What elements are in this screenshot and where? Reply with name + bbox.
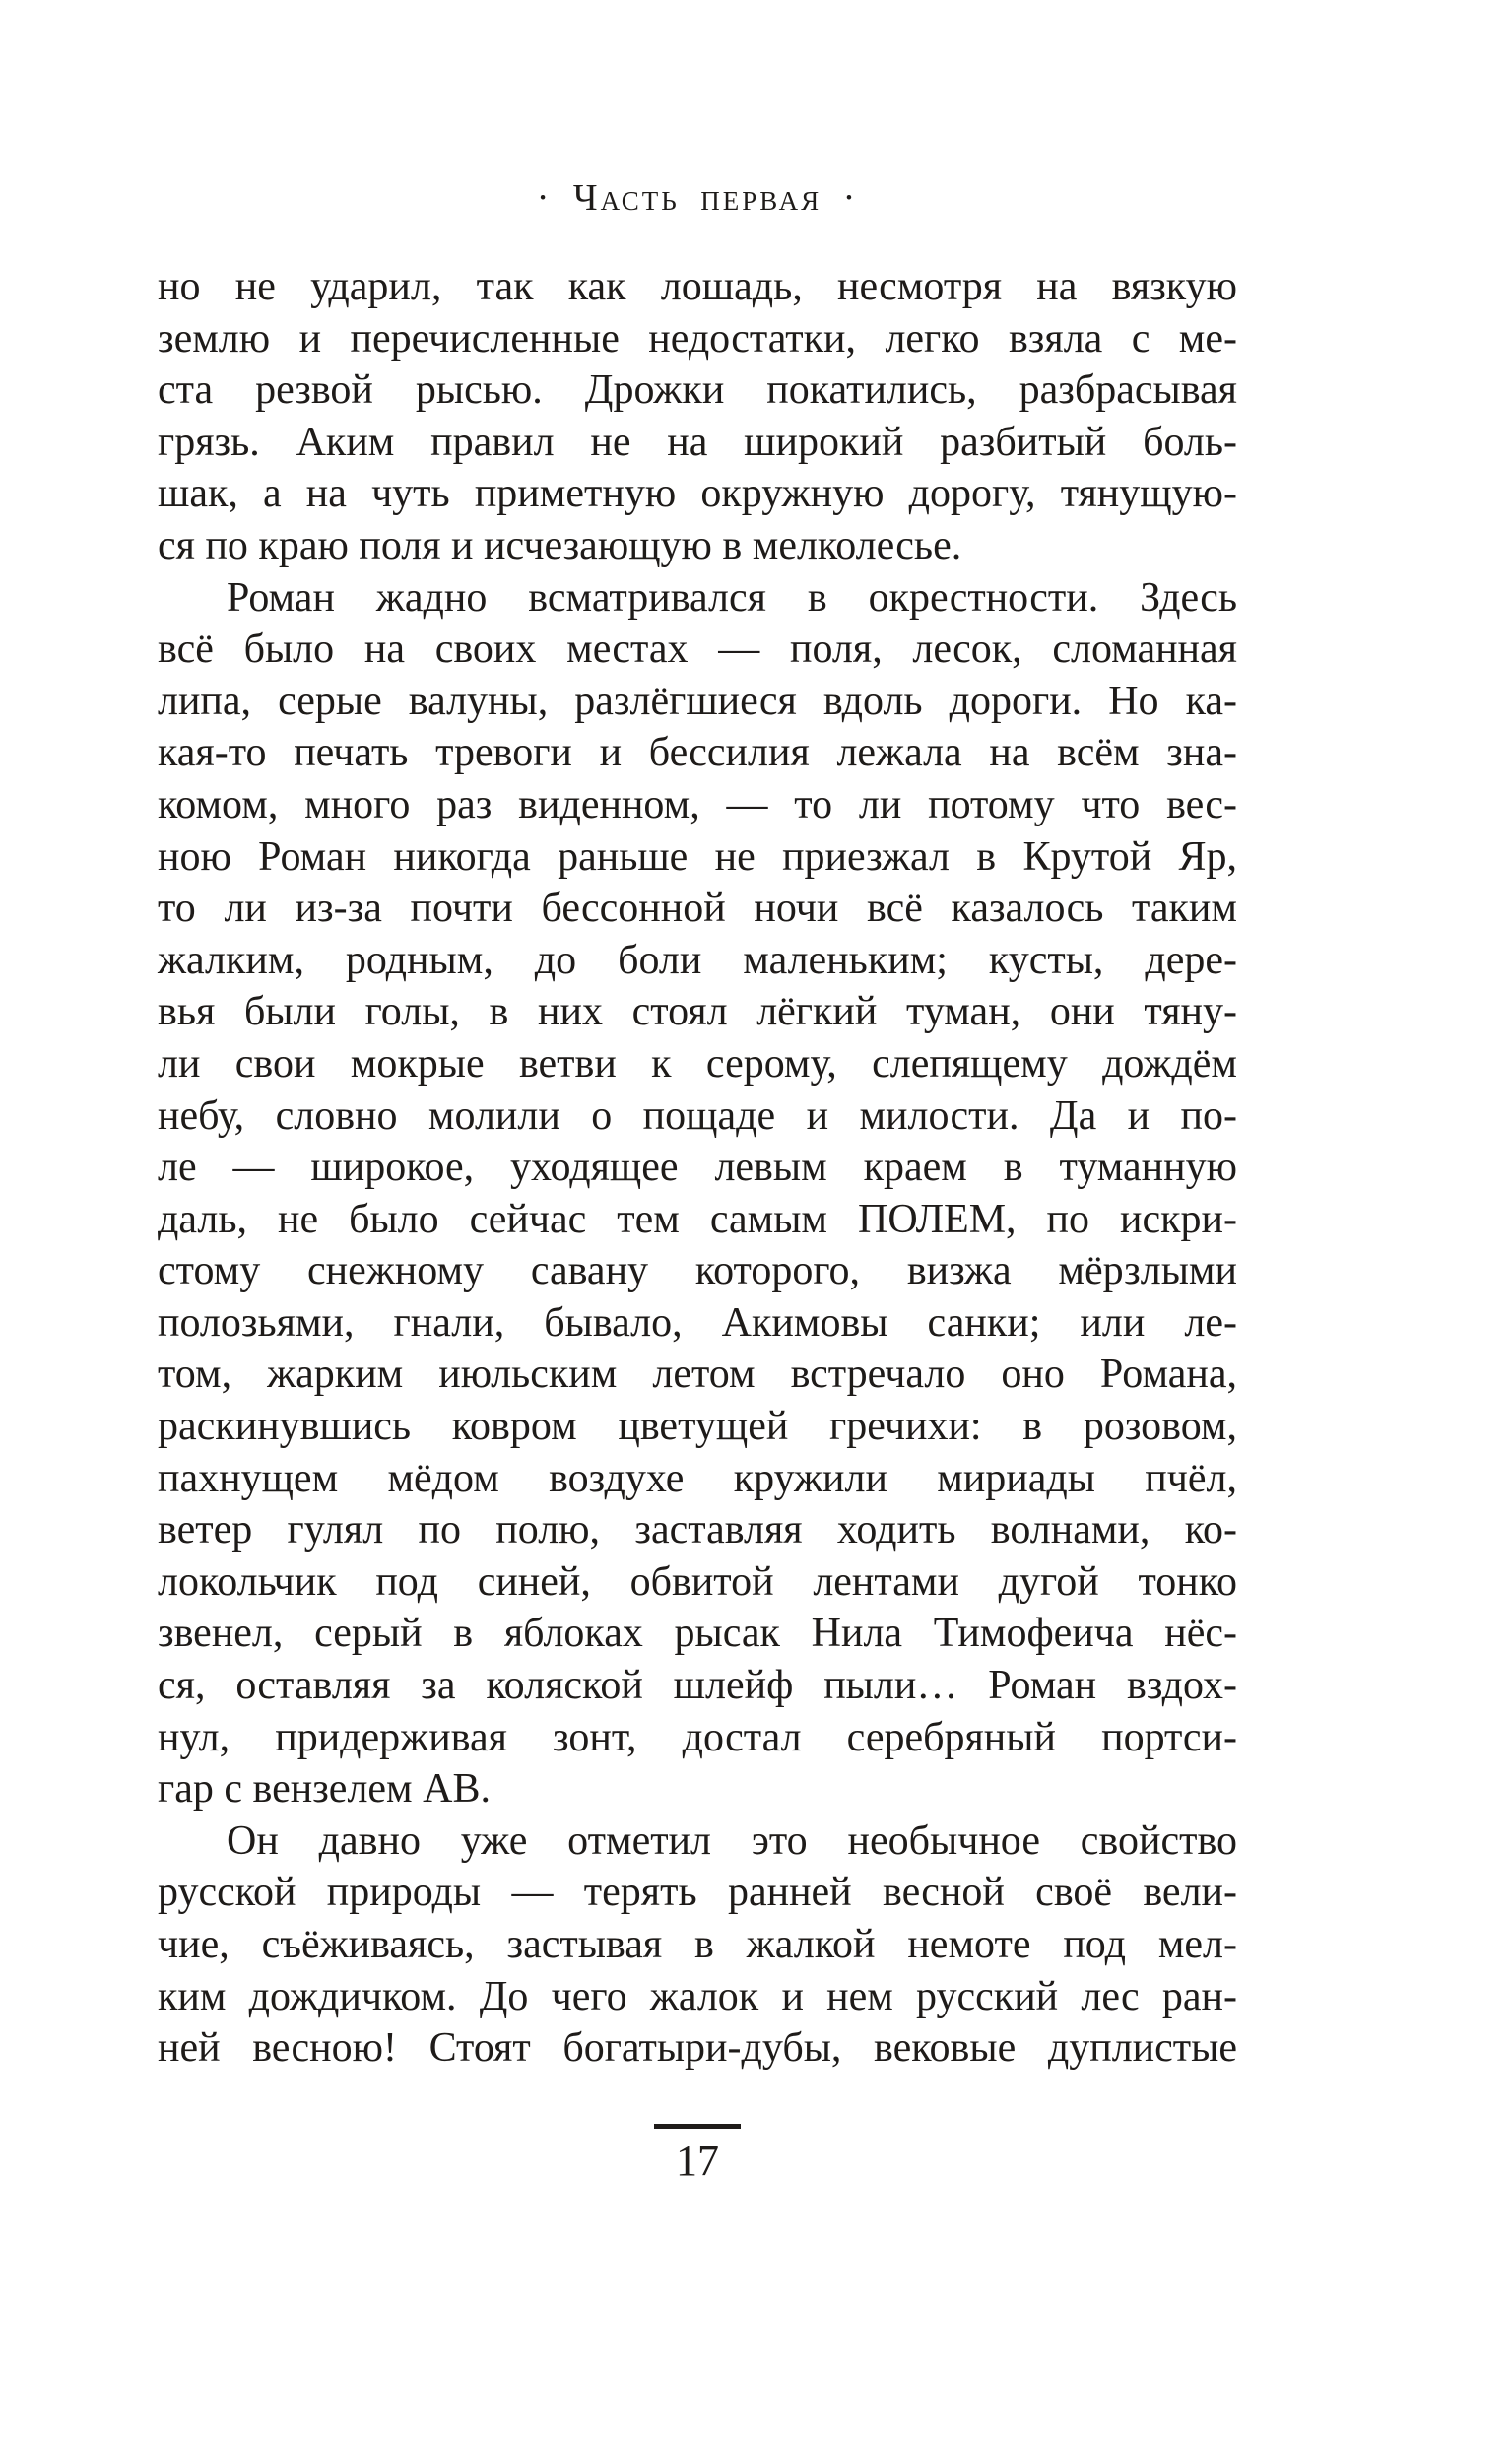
text-line: землю и перечисленные недостатки, легко взяла с ме- [158, 315, 1237, 362]
text-line: вья были голы, в них стоял лёгкий туман, они тяну- [158, 989, 1237, 1035]
text-line: ким дождичком. До чего жалок и нем русский лес ран- [158, 1973, 1237, 2019]
text-line: раскинувшись ковром цветущей гречихи: в розовом, [158, 1404, 1237, 1450]
running-head: · Часть первая · [536, 177, 859, 219]
page-number: 17 [676, 2137, 719, 2185]
text-line: ли свои мокрые ветви к серому, слепящему дождём [158, 1040, 1237, 1087]
text-line: нул, придерживая зонт, достал серебряный портси- [158, 1714, 1237, 1760]
footer-rule [654, 2124, 741, 2129]
text-line: том, жарким июльским летом встречало оно Романа, [158, 1352, 1237, 1398]
text-line: даль, не было сейчас тем самым ПОЛЕМ, по искри- [158, 1196, 1237, 1242]
text-line: кая-то печать тревоги и бессилия лежала на всём зна- [158, 730, 1237, 776]
text-line: русской природы — терять ранней весной своё вели- [158, 1870, 1237, 1916]
text-line: Он давно уже отметил это необычное свойство [227, 1817, 1237, 1864]
text-line: небу, словно молили о пощаде и милости. Да и по- [158, 1092, 1237, 1139]
text-line: пахнущем мёдом воздухе кружили мириады пчёл, [158, 1455, 1237, 1501]
text-line: грязь. Аким правил не на широкий разбитый боль- [158, 419, 1237, 465]
text-line: жалким, родным, до боли маленьким; кусты, дере- [158, 937, 1237, 983]
text-line: всё было на своих местах — поля, лесок, сломанная [158, 627, 1237, 673]
text-line: звенел, серый в яблоках рысак Нила Тимофеича нёс- [158, 1611, 1237, 1657]
text-line: то ли из-за почти бессонной ночи всё казалось таким [158, 886, 1237, 932]
body-text [158, 261, 1237, 2075]
text-line: гар с вензелем АВ. [158, 1766, 491, 1813]
text-line: но не ударил, так как лошадь, несмотря на вязкую [158, 264, 1237, 309]
text-line: шак, а на чуть приметную окружную дорогу, тянущую- [158, 471, 1237, 517]
text-line: ветер гулял по полю, заставляя ходить волнами, ко- [158, 1507, 1237, 1553]
text-line: Роман жадно всматривался в окрестности. Здесь [227, 574, 1237, 621]
text-line: ней весною! Стоят богатыри-дубы, вековые дуплистые [158, 2025, 1237, 2072]
text-line: стому снежному савану которого, визжа мёрзлыми [158, 1248, 1237, 1294]
text-line: полозьями, гнали, бывало, Акимовы санки; или ле- [158, 1299, 1237, 1346]
text-line: ста резвой рысью. Дрожки покатились, разбрасывая [158, 367, 1237, 414]
text-line: липа, серые валуны, разлёгшиеся вдоль дороги. Но ка- [158, 678, 1237, 724]
text-line: комом, много раз виденном, — то ли потому что вес- [158, 781, 1237, 827]
text-line: ся по краю поля и исчезающую в мелколесье. [158, 522, 962, 568]
text-line: локольчик под синей, обвитой лентами дугой тонко [158, 1558, 1237, 1605]
text-line: ною Роман никогда раньше не приезжал в Крутой Яр, [158, 833, 1237, 880]
text-line: чие, съёживаясь, застывая в жалкой немоте под мел- [158, 1922, 1237, 1967]
text-line: ле — широкое, уходящее левым краем в туманную [158, 1145, 1237, 1191]
text-line: ся, оставляя за коляской шлейф пыли… Роман вздох- [158, 1663, 1237, 1709]
